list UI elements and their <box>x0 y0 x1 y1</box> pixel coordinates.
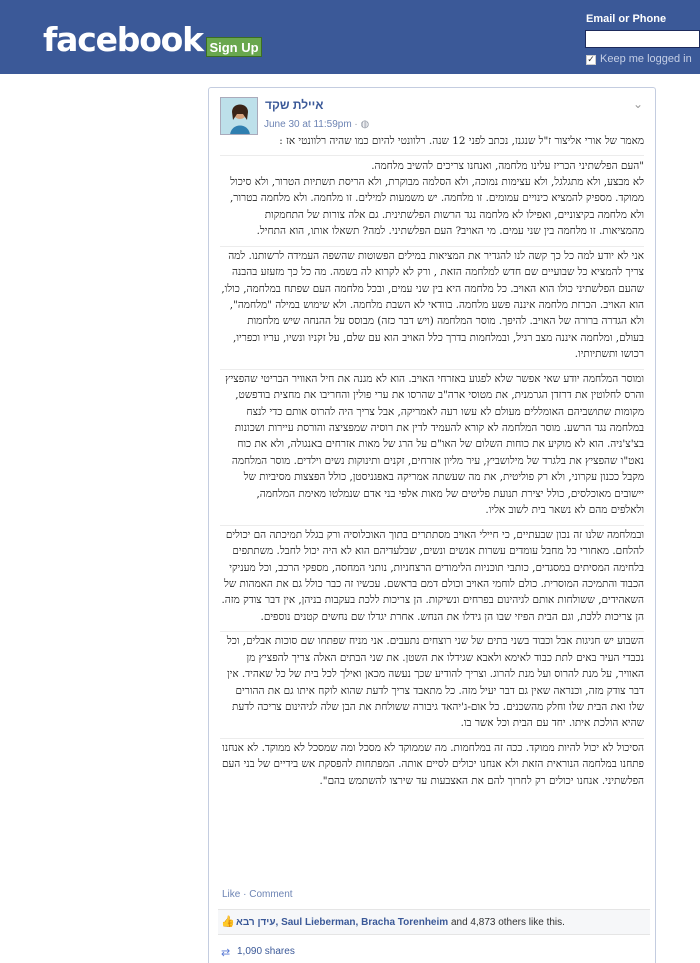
post-paragraph: ומוסר המלחמה יודע שאי אפשר שלא לפגוע באזרחי האויב. הוא לא מגנה את חיל האוויר הבריטי שהפציץ והרס לחלוטין את דרזדן הגרמנית, את מטוסי ארה"ב שהרסו את ערי פולין והחריבו את מחצית בודפשט, מקומות שתושביהם האומללים מעולם לא עשו רעה לאמריקה, אבל צריך היה להרוס אותם כדי לנצח במלחמה נגד הרשע. מוסר המלחמה לא קורא להעמיד לדין את רוסיה שמפציצה והורסת עיירות ושכונות בצ'צ'ניה. הוא לא מוקיע את כוחות השלום של האו"ם על הרג של מאות אזרחים באנגולה, ולא את כוח נאט"ו שהפציץ את בלגרד של מילושביץ, עיר מליון אזרחים, זקנים ותינוקות נשים וילדים. מוסר המלחמה מקבל ככנון עקרוני, ולא רק פוליטית, את מה שעשתה אמריקה באפגניסטן, כולל הפצצות מסיביות של יישובים מאוכלסים, כולל יצירת תנועת פליטים של מאות אלפי בני אדם שנמלטו מאימת המלחמה, ולאלפים מהם לא נשאר בית לשוב אליו. <box>220 371 644 526</box>
post-meta <box>264 119 369 130</box>
likers-link[interactable]: עידן רבא, Saul Lieberman, Bracha Torenheim <box>236 917 449 928</box>
shares-count[interactable]: 1,090 shares <box>237 946 295 957</box>
globe-icon: ◍ <box>360 119 370 130</box>
chevron-down-icon[interactable]: ⌄ <box>633 97 644 111</box>
keep-logged-in-checkbox[interactable]: ✓ <box>587 55 595 65</box>
post-paragraph: הסיכול לא יכול להיות ממוקד. ככה זה במלחמות. מה שממוקד לא מסכל ומה שמסכל לא ממוקד. לא אנחנו פתחנו במלחמה הנוראית הזאת ולא אנחנו יכולים לסיים אותה. המפתחות להפסקת אש בידיים של בני העם הפלשתיני. אנחנו יכולים רק לחרוך להם את האצבעות עד שירצו להשתמש בהם". <box>221 741 644 787</box>
email-field[interactable] <box>585 30 700 48</box>
share-icon: ⇄ <box>221 946 231 959</box>
signup-button[interactable]: Sign Up <box>206 37 262 57</box>
post-body <box>220 133 644 796</box>
post-paragraph: השבוע יש חגיגות אבל וכבוד בשני בתים של שני רוצחים נתעבים. אני מניח שפתחו שם סוכות אבלים, וכל נכבדי העיר באים לתת כבוד לאימא ולאבא שגידלו את השטן. את שני הבתים האלה צריך להפציץ מן האוויר, על מנת להרוס ועל מנת להרוג. וצריך להודיע שכך נעשה מכאן ואילך לכל בית של כל שאהיד. אין דבר צודק מזה, וכנראה שאין גם דבר יעיל מזה. כל מתאבד צריך לדעת שהוא לוקח איתו גם את ההורים שלו ואת הבית שלו וחלק מהשכנים. כל אום-ג'יהאד גיבורה ששולחת את הבן שלה לגיהינום צריכה לדעת שהיא הולכת איתו. יחד עם הבית וכל אשר בו. <box>220 633 644 738</box>
post-paragraph: "העם הפלשתיני הכריז עלינו מלחמה, ואנחנו צריכים להשיב מלחמה. לא מבצע, ולא מתגלגל, ולא עצימות נמוכה, ולא הסלמה מבוקרת, ולא הריסת תשתיות הטרור, ולא סיכול ממוקד. מספיק להמציא כינויים עמומים. זו מלחמה. יש משמעות למילים. זו מלחמה. ולא מלחמה בטרור, ולא מלחמה בקיצוניים, ואפילו לא מלחמה נגד הרשות הפלשתינית. גם אלה צורות של התחמקות מהמציאות. זו מלחמה בין שני עמים. מי האויב? העם הפלשתיני. למה? תשאלו אותו, הוא התחיל. <box>220 158 644 247</box>
post-paragraph: אני לא יודע למה כל כך קשה לנו להגדיר את המציאות במילים הפשוטות שהשפה העמידה לרשותנו. למה צריך להמציא כל שבועיים שם חדש למלחמה הזאת , ורק לא לקרוא לה בשמה. מה כל כך מזעזע בהבנה שהעם הפלשתיני כולו הוא האויב. כל מלחמה היא בין שני עמים, ובכל מלחמה העם שפתח במלחמה, כולו, הוא האויב. הכרזת מלחמה איננה פשע מלחמה. בוודאי לא השבת מלחמה. ולא שימוש במילה "מלחמה", ולא הגדרה ברורה של האויב. להיפך. מוסר המלחמה (ויש דבר כזה) מבוסס על ההנחה שיש מלחמות בעולם, ומלחמה איננה מצב רגיל, ובמלחמות בדרך כלל האויב הוא עם שלם, על זקניו ונשיו, עריו וכפריו, רכושו ותשתיותיו. <box>220 248 644 370</box>
likes-count: and 4,873 others like this. <box>448 917 565 928</box>
meta-separator: · <box>351 119 361 130</box>
keep-logged-in-label: Keep me logged in <box>600 53 692 65</box>
post-paragraph: ובמלחמה שלנו זה נכון שבעתיים, כי חיילי האויב מסתתרים בתוך האוכלוסיה ורק בגלל תמיכתה הם יכולים להלחם. מאחורי כל מחבל עומדים עשרות אנשים ונשים, שבלעדיהם הוא לא היה יכול לחבל. משתתפים בלחימה המסיתים במסגדים, כותבי תוכניות הלימודים הרצחניות, נותני המחסה, מספקי הרכב, וכל מעניקי הכבוד והתמיכה המוסרית. כולם לוחמי האויב וכולם דמם בראשם. עכשיו זה כבר כולל גם את האמהות של השאהידים, ששולחות אותם לגיהינום בפרחים ונשיקות. הן צריכות ללכת בעקבות בניהן, אין דבר צודק מזה. הן צריכות ללכת, וגם הבית הפיזי שבו הן גידלו את הנחש. אחרת יגדלו שם נחשים קטנים נוספים. <box>220 527 644 632</box>
thumbs-up-icon: 👍 <box>221 915 235 928</box>
facebook-logo[interactable]: facebook <box>43 20 203 59</box>
likes-summary <box>236 917 565 928</box>
post-timestamp[interactable]: June 30 at 11:59pm <box>264 119 352 130</box>
email-label: Email or Phone <box>586 13 667 25</box>
post-author[interactable]: איילת שקד <box>265 98 324 112</box>
post-paragraph: מאמר של אורי אליצור ז"ל שנגנז, נכתב לפני 12 שנה. רלוונטי להיום כמו שהיה רלוונטי אז : <box>220 133 644 156</box>
post-actions[interactable]: Like · Comment <box>222 889 293 900</box>
avatar[interactable] <box>220 97 258 135</box>
